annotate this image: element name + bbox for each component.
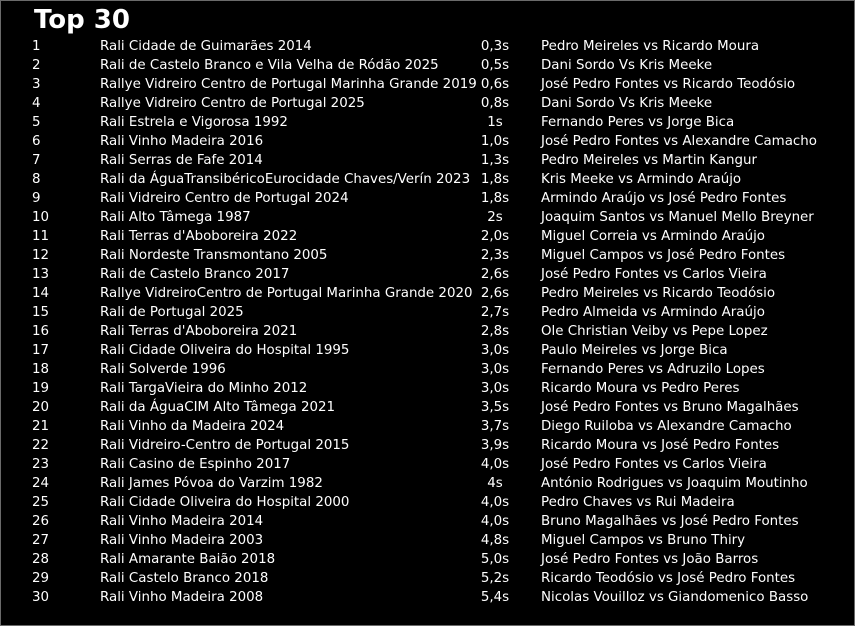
drivers-cell: Miguel Correia vs Armindo Araújo [541,229,765,244]
rank-cell: 7 [32,153,41,168]
table-row [0,284,855,303]
rank-cell: 14 [32,286,50,301]
rank-cell: 9 [32,191,41,206]
rank-cell: 27 [32,533,50,548]
table-row [0,75,855,94]
drivers-cell: Miguel Campos vs José Pedro Fontes [541,248,786,263]
rank-cell: 25 [32,495,50,510]
drivers-cell: Dani Sordo Vs Kris Meeke [541,96,713,111]
table-row [0,512,855,531]
time-difference-cell: 5,2s [480,571,510,586]
rank-cell: 3 [32,77,41,92]
event-cell: Rali Castelo Branco 2018 [100,571,269,586]
drivers-cell: Dani Sordo Vs Kris Meeke [541,58,713,73]
drivers-cell: Armindo Araújo vs José Pedro Fontes [541,191,787,206]
rank-cell: 10 [32,210,50,225]
table-row [0,246,855,265]
event-cell: Rali TargaVieira do Minho 2012 [100,381,308,396]
event-cell: Rali James Póvoa do Varzim 1982 [100,476,323,491]
rank-cell: 21 [32,419,50,434]
drivers-cell: Diego Ruiloba vs Alexandre Camacho [541,419,792,434]
table-row [0,398,855,417]
drivers-cell: Kris Meeke vs Armindo Araújo [541,172,742,187]
table-row [0,170,855,189]
time-difference-cell: 2,8s [480,324,510,339]
drivers-cell: José Pedro Fontes vs Carlos Vieira [541,267,767,282]
event-cell: Rali de Castelo Branco 2017 [100,267,290,282]
rank-cell: 16 [32,324,50,339]
event-cell: Rali Amarante Baião 2018 [100,552,276,567]
event-cell: Rali da ÁguaTransibéricoEurocidade Chaves/Verín 2023 [100,172,471,187]
rank-cell: 26 [32,514,50,529]
drivers-cell: Ole Christian Veiby vs Pepe Lopez [541,324,768,339]
table-row [0,569,855,588]
rank-cell: 22 [32,438,50,453]
table-row [0,341,855,360]
time-difference-cell: 3,0s [480,362,510,377]
rank-cell: 5 [32,115,41,130]
time-difference-cell: 1,3s [480,153,510,168]
rank-cell: 6 [32,134,41,149]
drivers-cell: Fernando Peres vs Adruzilo Lopes [541,362,765,377]
event-cell: Rallye Vidreiro Centro de Portugal 2025 [100,96,365,111]
rank-cell: 28 [32,552,50,567]
time-difference-cell: 1s [487,115,503,130]
drivers-cell: José Pedro Fontes vs Alexandre Camacho [541,134,817,149]
time-difference-cell: 3,0s [480,381,510,396]
time-difference-cell: 4,0s [480,457,510,472]
table-row [0,474,855,493]
event-cell: Rali Vidreiro Centro de Portugal 2024 [100,191,349,206]
rank-cell: 23 [32,457,50,472]
table-row [0,493,855,512]
table-row [0,265,855,284]
table-row [0,379,855,398]
time-difference-cell: 2,3s [480,248,510,263]
time-difference-cell: 0,5s [480,58,510,73]
time-difference-cell: 0,3s [480,39,510,54]
time-difference-cell: 2,0s [480,229,510,244]
table-row [0,189,855,208]
time-difference-cell: 4,0s [480,514,510,529]
rank-cell: 19 [32,381,50,396]
time-difference-cell: 0,8s [480,96,510,111]
event-cell: Rali Nordeste Transmontano 2005 [100,248,328,263]
rank-cell: 1 [32,39,41,54]
event-cell: Rallye Vidreiro Centro de Portugal Marinha Grande 2019 [100,77,477,92]
event-cell: Rali Vinho Madeira 2003 [100,533,264,548]
rank-cell: 12 [32,248,50,263]
table-row [0,56,855,75]
drivers-cell: Paulo Meireles vs Jorge Bica [541,343,728,358]
time-difference-cell: 4,0s [480,495,510,510]
rank-cell: 29 [32,571,50,586]
table-row [0,151,855,170]
rank-cell: 20 [32,400,50,415]
rank-cell: 17 [32,343,50,358]
drivers-cell: Pedro Almeida vs Armindo Araújo [541,305,765,320]
page-title: Top 30 [34,5,130,35]
drivers-cell: Bruno Magalhães vs José Pedro Fontes [541,514,799,529]
table-row [0,531,855,550]
drivers-cell: Ricardo Moura vs José Pedro Fontes [541,438,780,453]
drivers-cell: Ricardo Teodósio vs José Pedro Fontes [541,571,796,586]
event-cell: Rali Cidade de Guimarães 2014 [100,39,312,54]
drivers-cell: Miguel Campos vs Bruno Thiry [541,533,746,548]
event-cell: Rali Vinho Madeira 2016 [100,134,264,149]
time-difference-cell: 4s [487,476,503,491]
table-row [0,322,855,341]
table-row [0,588,855,607]
time-difference-cell: 2s [487,210,503,225]
table-row [0,550,855,569]
time-difference-cell: 0,6s [480,77,510,92]
event-cell: Rali Estrela e Vigorosa 1992 [100,115,288,130]
table-row [0,455,855,474]
table-row [0,208,855,227]
time-difference-cell: 5,0s [480,552,510,567]
table-row [0,417,855,436]
event-cell: Rali Vinho da Madeira 2024 [100,419,285,434]
rank-cell: 11 [32,229,50,244]
event-cell: Rali Solverde 1996 [100,362,226,377]
rank-cell: 24 [32,476,50,491]
drivers-cell: José Pedro Fontes vs Bruno Magalhães [541,400,799,415]
time-difference-cell: 2,7s [480,305,510,320]
time-difference-cell: 2,6s [480,286,510,301]
event-cell: Rallye VidreiroCentro de Portugal Marinha Grande 2020 [100,286,473,301]
table-row [0,303,855,322]
drivers-cell: Pedro Meireles vs Martin Kangur [541,153,758,168]
time-difference-cell: 1,0s [480,134,510,149]
time-difference-cell: 1,8s [480,191,510,206]
table-row [0,132,855,151]
event-cell: Rali de Castelo Branco e Vila Velha de Ródão 2025 [100,58,439,73]
rank-cell: 2 [32,58,41,73]
event-cell: Rali Vinho Madeira 2014 [100,514,264,529]
time-difference-cell: 3,9s [480,438,510,453]
rank-cell: 4 [32,96,41,111]
event-cell: Rali Terras d'Aboboreira 2022 [100,229,298,244]
table-row [0,113,855,132]
drivers-cell: Ricardo Moura vs Pedro Peres [541,381,740,396]
event-cell: Rali Vinho Madeira 2008 [100,590,264,605]
drivers-cell: Fernando Peres vs Jorge Bica [541,115,735,130]
drivers-cell: Pedro Meireles vs Ricardo Moura [541,39,760,54]
drivers-cell: Nicolas Vouilloz vs Giandomenico Basso [541,590,809,605]
drivers-cell: José Pedro Fontes vs Ricardo Teodósio [541,77,796,92]
drivers-cell: Pedro Chaves vs Rui Madeira [541,495,735,510]
drivers-cell: José Pedro Fontes vs Carlos Vieira [541,457,767,472]
drivers-cell: Pedro Meireles vs Ricardo Teodósio [541,286,776,301]
table-row [0,94,855,113]
table-row [0,360,855,379]
event-cell: Rali Cidade Oliveira do Hospital 2000 [100,495,350,510]
event-cell: Rali Casino de Espinho 2017 [100,457,291,472]
time-difference-cell: 2,6s [480,267,510,282]
event-cell: Rali Cidade Oliveira do Hospital 1995 [100,343,350,358]
table-row [0,436,855,455]
time-difference-cell: 4,8s [480,533,510,548]
table-row [0,37,855,56]
rank-cell: 30 [32,590,50,605]
event-cell: Rali Alto Tâmega 1987 [100,210,251,225]
time-difference-cell: 3,5s [480,400,510,415]
time-difference-cell: 3,0s [480,343,510,358]
rank-cell: 8 [32,172,41,187]
time-difference-cell: 1,8s [480,172,510,187]
rank-cell: 15 [32,305,50,320]
time-difference-cell: 3,7s [480,419,510,434]
drivers-cell: Joaquim Santos vs Manuel Mello Breyner [541,210,814,225]
event-cell: Rali de Portugal 2025 [100,305,244,320]
drivers-cell: José Pedro Fontes vs João Barros [541,552,759,567]
ranking-table [0,37,855,607]
time-difference-cell: 5,4s [480,590,510,605]
table-row [0,227,855,246]
event-cell: Rali da ÁguaCIM Alto Tâmega 2021 [100,400,336,415]
event-cell: Rali Terras d'Aboboreira 2021 [100,324,298,339]
rank-cell: 18 [32,362,50,377]
rank-cell: 13 [32,267,50,282]
event-cell: Rali Vidreiro-Centro de Portugal 2015 [100,438,350,453]
event-cell: Rali Serras de Fafe 2014 [100,153,263,168]
drivers-cell: António Rodrigues vs Joaquim Moutinho [541,476,808,491]
